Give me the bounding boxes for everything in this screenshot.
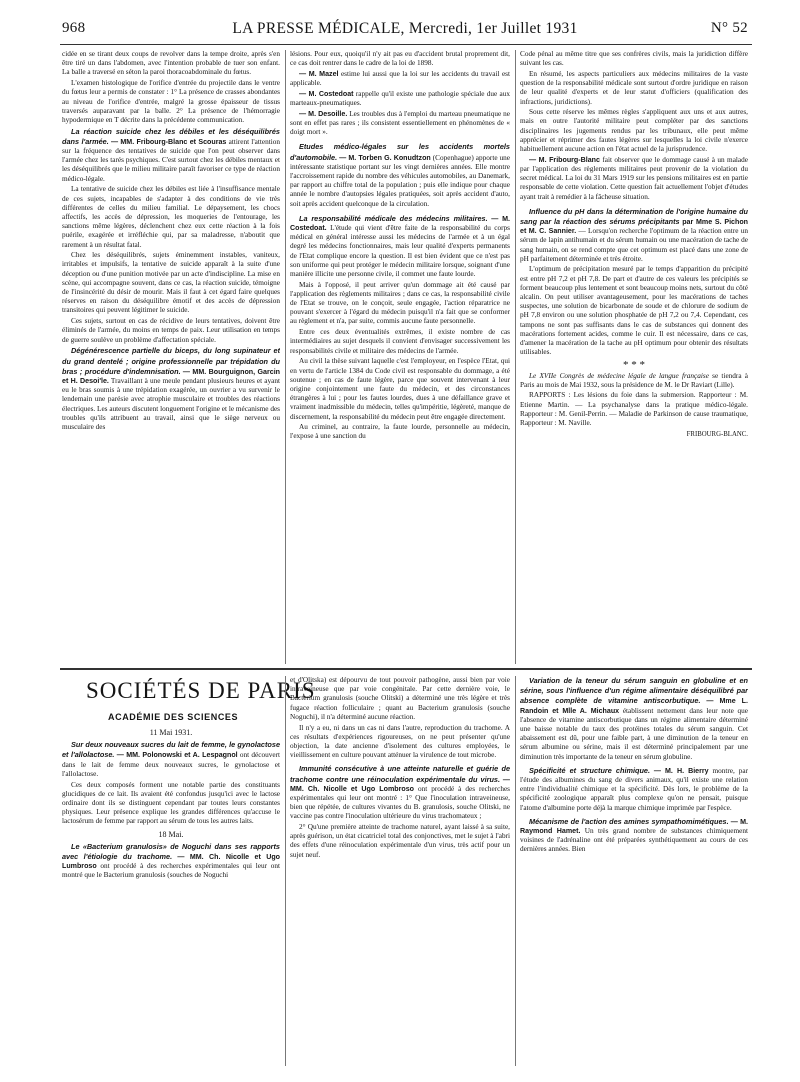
bottom-column-3 [520, 676, 748, 1068]
header-rule [60, 44, 752, 45]
column-rule [285, 676, 286, 1066]
congress-title: Le XVIIe Congrès de médecine légale de langue française [529, 371, 709, 380]
author-names: — M. Torben G. Konudtzon [339, 153, 431, 162]
paragraph: (Copenhague) apporte une intéressante statistique portant sur les vingt dernières années. Elle montre l'accroissement rapide du nombre des véhicules automobiles, au Danemark, par rapport au chiffre total de la population ; puis elle indique pour chaque année le nombre d'autopsies légales pratiquées, soit après accident d'auto, soit après accident quelconque de la circulation. [290, 153, 510, 208]
paragraph: lésions. Pour eux, quoiqu'il n'y ait pas eu d'accident brutal proprement dit, ce cas doit rentrer dans le cadre de la loi de 1898. [290, 50, 510, 68]
paragraph: ont découvert dans le lait de femme deux nouveaux sucres, le gynolactose et l'allolactose. [62, 751, 280, 778]
paragraph: 2° Qu'une première atteinte de trachome naturel, ayant laissé à sa suite, après guérison, un état cicatriciel total des conjonctives, met le sujet à l'abri des effets d'une réinoculation expérimentale d'un virus, très actif pour un sujet neuf. [290, 823, 510, 859]
session-date: 18 Mai. [158, 829, 184, 839]
section-title: SOCIÉTÉS DE PARIS [86, 678, 316, 703]
column-rule [515, 50, 516, 664]
paragraph: attirent l'attention sur la fréquence des tentatives de suicide que l'on peut observer dans l'armée chez les tarés psychiques. C'est surtout chez les débiles mentaux et les déséquilibrés que le milieu militaire paraît favoriser ce type de réaction médico-légale. [62, 137, 280, 183]
bottom-column-2 [290, 676, 510, 1068]
paragraph: cidée en se tirant deux coups de revolver dans la tempe droite, après s'en être tiré un dans l'abdomen, avec l'intention probable de tuer son enfant. La balle a traversé en séton la paroi thoracoabdominale du fœtus. [62, 50, 280, 77]
paragraph: Mais à l'opposé, il peut arriver qu'un dommage ait été causé par l'application des règlements militaires ; dans ce cas, la responsabilité civile de l'Etat se trouve, on le conçoit, seule engagée, l'action réparatrice ne pouvant s'exercer à l'égard du médecin puisqu'il n'a fait que se conformer au règlement et n'a, par suite, commis aucune faute personnelle. [290, 280, 510, 326]
article-heading: La responsabilité médicale des médecins militaires. [299, 213, 488, 223]
author-names: — Mme L. Randoin et Mlle A. Michaux [520, 697, 748, 715]
journal-title: LA PRESSE MÉDICALE, Mercredi, 1er Juillet 1931 [232, 20, 578, 37]
paragraph: Travaillant à une meule pendant plusieurs heures et ayant eu le bras soumis à une trépidation exagérée, un ouvrier a vu survenir le lendemain une parésie avec atrophie musculaire et troubles des réactions électriques. Les auteurs discutent longuement l'origine et le mécanisme des troubles qu'ils attribuent au travail, ainsi que le siège nerveux ou musculaire des [62, 376, 280, 431]
paragraph: La tentative de suicide chez les débiles est liée à l'insuffisance mentale de ces sujets, incapables de s'adapter à des conditions de vie très différentes de celles du milieu familial. Le dépaysement, les chocs affectifs, les accès de dépression, les moqueries de l'entourage, les sanctions même légères, déclenchent chez eux cette réaction à la fois puérile, exagérée et irréfléchie qui, par sa maladresse, n'aboutit que rarement à un résultat fatal. [62, 185, 280, 249]
author-names: — MM. Fribourg-Blanc et Scouras [110, 137, 227, 146]
page-header [62, 20, 748, 42]
paragraph: ont procédé à des recherches expérimentales qui leur ont montré que le Bacterium granulosis (souches de Noguchi [62, 862, 280, 880]
paragraph: Sous cette réserve les mêmes règles s'appliquent aux uns et aux autres, mais en outre l'autorité militaire peut compléter par des sanctions disciplinaires les jugements rendus par les tribunaux, elle peut même apprécier et réprimer des fautes légères sur lesquelles la loi civile n'exerce habituellement aucune action en l'état actuel de la jurisprudence. [520, 108, 748, 154]
author-names: — M. Desoille. [299, 109, 348, 118]
section-separator-stars: * * * [623, 358, 645, 371]
paragraph: En résumé, les aspects particuliers aux médecins militaires de la vaste question de la responsabilité médicale sont surtout d'ordre juridique en raison de leur qualité d'experts et de leur statut d'officiers (qualification des infractions, juridictions). [520, 69, 748, 106]
article-heading: Etudes médico-légales sur les accidents mortels d'automobile. [290, 142, 510, 162]
paragraph: Ces deux composés forment une notable partie des constituants glucidiques de ce lait. Ils avaient été confondus jusqu'ici avec le lactose ordinaire dont ils se distinguent cependant par toutes leurs constantes physiques. Leur présence explique les grandes différences qu'accuse le lactosérum de femme par rapport au sérum de tous les autres laits. [62, 780, 280, 826]
session-date: 11 Mai 1931. [149, 728, 193, 737]
paragraph: Au criminel, au contraire, la faute lourde, personnelle au médecin, l'expose à une sanction du [290, 423, 510, 441]
paragraph: L'optimum de précipitation mesuré par le temps d'apparition du précipité est entre pH 7,2 et pH 7,8. De part et d'autre de ces valeurs les précipités se forment beaucoup plus lentement et sont beaucoup moins nets, surtout du côté alcalin. On peut utiliser avantageusement, pour les macérations de taches suspectes, une solution de bicarbonate de soude et de chlorure de sodium de pH 7,8 environ ou une solution phosphatée de pH 7,2 ou 7,4. Cependant, ces tampons ne sont pas suffisants dans le cas de substances qui donnent des macérations fortement acides, comme le cuir. Il est nécessaire, dans ce cas, d'amener la macération de la tache au pH optimum pour obtenir des résultats utilisables. [520, 265, 748, 357]
paragraph: fait observer que le dommage causé à un malade par l'application des règlements militaires peut provenir de la violation du secret médical. La loi du 31 Mars 1919 sur les pensions militaires est en partie responsable de cette violation. Cette question fait actuellement l'objet d'études ayant trait à remédier à la fâcheuse situation. [520, 155, 748, 201]
paragraph: Les troubles dus à l'emploi du marteau pneumatique ne sont en effet pas rares ; ils consistent essentiellement en phénomènes de « doigt mort ». [290, 109, 510, 137]
article-heading: Influence du pH dans la détermination de l'origine humaine du sang par la réaction des sérums précipitants [520, 206, 748, 226]
paragraph: Au civil la thèse suivant laquelle c'est l'employeur, en l'espèce l'Etat, qui en vertu de l'article 1384 du Code civil est responsable du dommage, a été soutenue ; en cas de faute légère, parce que souvent intervenant à leur origine conjointement une faute du médecin, et des circonstances étrangères à lui ; pour les fautes lourdes, dues à une défaillance grave et vraiment inadmissible du médecin, telles qu'impéritie, légèreté, manque de discernement, la responsabilité du médecin peut être engagée directement. [290, 357, 510, 421]
author-names: — M. Fribourg-Blanc [529, 155, 600, 164]
section-rule [60, 668, 752, 670]
paragraph: Il n'y a eu, ni dans un cas ni dans l'autre, reproduction du trachome. A ces résultats d'expériences rigoureuses, on ne peut présenter qu'une objection, la date ancienne d'isolement des cultures employées, le vieillissement en culture pouvant atténuer la virulence de tout microbe. [290, 723, 510, 760]
paragraph: ont procédé à des recherches expérimentales qui leur ont montré : 1° Que l'inoculation intraveineuse, bien que répétée, de cultures vivantes du B. granulosis, souche Olitski, ne vaccine pas contre l'inoculation ultérieure du virus trachomateux ; [290, 784, 510, 821]
top-column-3 [520, 50, 748, 668]
paragraph: Entre ces deux éventualités extrêmes, il existe nombre de cas intermédiaires au sujet desquels il convient d'envisager successivement les responsabilités civile et militaire des médecins de l'armée. [290, 328, 510, 355]
paragraph: Chez les déséquilibrés, sujets éminemment instables, vaniteux, irritables et impulsifs, la tentative de suicide apparaît à la suite d'une déception ou d'une punition motivée par un acte d'indiscipline. La mise en scène, qui accompagne souvent, dans ce cas, la réaction suicide, témoigne de l'insincérité du désir de mourir. Mais il faut à cet égard faire quelques réserves en raison du déséquilibre émotif et des accès de dépression transitoires qui peuvent légitimer le suicide. [62, 251, 280, 315]
paragraph: Ces sujets, surtout en cas de récidive de leurs tentatives, doivent être éliminés de l'armée, du moins en temps de paix. Leur utilisation en temps de guerre soulève un problème d'affectation spéciale. [62, 317, 280, 344]
article-heading: Immunité consécutive à une atteinte naturelle et guérie de trachome contre une réinoculation expérimentale du virus. [290, 764, 510, 784]
top-column-1 [62, 50, 280, 668]
author-names: — M. Raymond Hamet. [520, 817, 748, 836]
paragraph: montre, par l'étude des albumines du sang de divers animaux, qu'il existe une relation entre l'individualité chimique et la spécificité. Dès lors, le problème de la spécificité zoologique apparaît plus complexe qu'on ne pensait, puisque l'atome d'albumine porte déjà la marque chimique imprimée par l'espèce. [520, 766, 748, 812]
article-heading: Le «Bacterium granulosis» de Noguchi dans ses rapports avec l'étiologie du trachome. [62, 841, 280, 861]
paragraph: Code pénal au même titre que ses confrères civils, mais la juridiction diffère suivant les cas. [520, 50, 748, 68]
author-names: — M. Mazel [299, 69, 339, 78]
article-heading: Mécanisme de l'action des amines sympathomimétiques. [529, 816, 729, 826]
paragraph: rappelle qu'il existe une pathologie spéciale due aux marteaux-pneumatiques. [290, 89, 510, 108]
author-names: — M. Costedoat [299, 89, 354, 98]
article-heading: Sur deux nouveaux sucres du lait de femme, le gynolactose et l'allolactose. [62, 740, 280, 760]
author-names: — M. Costedoat. [290, 214, 510, 232]
paragraph: — Lorsqu'on recherche l'optimum de la réaction entre un sérum de lapin antihumain et du sérum humain ou une macération de tache de sang humain, on se rend compte que cet optimum est placé dans une zone de pH parfaitement déterminée et très étroite. [520, 227, 748, 263]
column-rule [515, 676, 516, 1066]
article-heading: La réaction suicide chez les débiles et les déséquilibrés dans l'armée. [62, 126, 280, 146]
article-heading: Dégénérescence partielle du biceps, du long supinateur et du grand dentelé ; origine professionnelle par trépidation du bras ; procédure d'indemnisation. [62, 346, 280, 376]
author-signature: FRIBOURG-BLANC. [686, 430, 748, 438]
issue-number: N° 52 [710, 20, 748, 36]
paragraph: L'étude qui vient d'être faite de la responsabilité du corps médical en général intéresse aussi les médecins de l'armée et à un égal degré les médecins fonctionnaires, mais leur qualité d'experts permanents de l'Etat complique encore la question. Il est bien évident que ce n'est pas son uniforme qui peut protéger le médecin militaire lorsque, soignant d'une manière illicite une personne civile, il commet une faute lourde. [290, 223, 510, 278]
author-names: — MM. Polonowski et A. Lespagnol [116, 751, 238, 760]
article-heading: Spécificité et structure chimique. [529, 765, 650, 775]
paragraph: RAPPORTS : Les lésions du foie dans la submersion. Rapporteur : M. Etienne Martin. — La psychanalyse dans la pratique médico-légale. Rapporteur : M. Genil-Perrin. — Maladie de Parkinson de cause traumatique, Rapporteur : M. Naville. [520, 391, 748, 428]
paragraph: L'examen histologique de l'orifice d'entrée du projectile dans le ventre du fœtus leur a permis de constater : 1° La présence de crasses abondantes au niveau de l'orifice d'entrée, malgré la grosse épaisseur de tissus traversés auparavant par la balle. 2° La présence de l'hémorragie hypodermique en T décrite dans la précédente communication. [62, 79, 280, 124]
author-names: — MM. Ch. Nicolle et Ugo Lombroso [290, 775, 510, 793]
author-names: par Mme S. Pichon et M. C. Sannier. [520, 217, 748, 236]
page-number: 968 [62, 20, 86, 36]
paragraph: Un très grand nombre de substances chimiquement voisines de l'adrénaline ont été préparées synthétiquement au cours de ces dernières années. Bien [520, 827, 748, 854]
paragraph: se tiendra à Paris au mois de Mai 1932, sous la présidence de M. le Dr Raviart (Lille). [520, 371, 748, 389]
author-names: — MM. Ch. Nicolle et Ugo Lumbroso [62, 852, 280, 871]
paragraph: établissent nettement dans leur note que l'absence de vitamine antiscorbutique dans un régime alimentaire déterminé une baisse notable du taux des protéines totales du sérum sanguin. Cet abaissement est dû, pour une faible part, à une diminution de la teneur en sérum albumine ou sérine, mais il est déterminé principalement par une diminution très importante de la teneur en sérum globuline. [520, 706, 748, 761]
article-heading: Variation de la teneur du sérum sanguin en globuline et en sérine, sous l'influence d'un régime alimentaire déséquilibré par absence complète de vitamine antiscorbutique. [520, 676, 748, 706]
bottom-column-1 [62, 725, 280, 1065]
top-column-2 [290, 50, 510, 668]
author-names: — MM. Bourguignon, Garcin et H. Desoi'le. [62, 367, 280, 385]
paragraph: et d'Olitska) est dépourvu de tout pouvoir pathogène, aussi bien par voie intraveineuse que par voie congénitale. Par cette dernière voie, le Bacterium granulosis (souche Olitski) a déterminé une très légère et très fugace réaction folliculaire ; quant au Bacterium granulosis (souche Noguchi), il n'a déterminé aucune réaction. [290, 676, 510, 721]
author-names: — M. H. Bierry [653, 766, 709, 775]
column-rule [285, 50, 286, 664]
academy-heading: ACADÉMIE DES SCIENCES [108, 712, 239, 722]
paragraph: estime lui aussi que la loi sur les accidents du travail est applicable. [290, 69, 510, 88]
